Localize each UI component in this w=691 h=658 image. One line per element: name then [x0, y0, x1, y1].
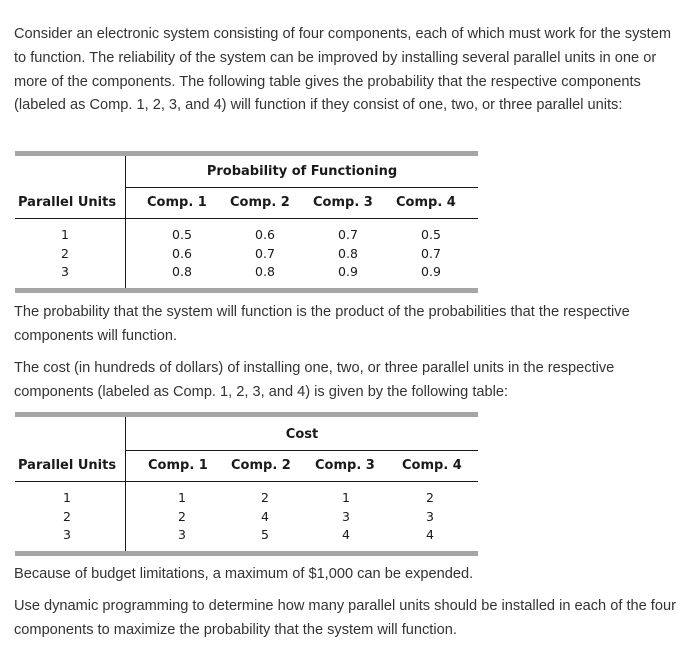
comp-4-column: [414, 226, 448, 282]
units-cell: 3: [63, 527, 71, 542]
table-cell: 4: [426, 527, 434, 542]
table-top-rule: [15, 412, 478, 417]
table-cell: 0.5: [421, 227, 441, 242]
table-cell: 0.7: [338, 227, 358, 242]
cost-intro: The cost (in hundreds of dollars) of installing one, two, or three parallel units in the respective components (labeled as Comp. 1, 2, 3, and 4) is given by the following table:: [14, 360, 615, 400]
table-cell: 0.6: [255, 227, 275, 242]
table-cell: 4: [342, 527, 350, 542]
table-caption-rule: [125, 450, 478, 451]
units-column: [57, 489, 77, 545]
units-cell: 2: [61, 245, 69, 261]
units-cell: 2: [63, 508, 71, 524]
comp-2-column: [248, 226, 282, 282]
table-cell: 1: [342, 490, 350, 505]
column-header-comp-2: Comp. 2: [230, 195, 290, 210]
table-cell: 2: [178, 508, 186, 524]
table-caption: Probability of Functioning: [206, 164, 398, 179]
comp-4-column: [420, 489, 440, 545]
row-header: Parallel Units: [18, 195, 117, 210]
table-cell: 0.5: [172, 227, 192, 242]
column-header-comp-1: Comp. 1: [148, 458, 208, 473]
table-header-rule: [15, 481, 478, 482]
table-cell: 2: [426, 490, 434, 505]
column-header-comp-4: Comp. 4: [396, 195, 456, 210]
table-cell: 3: [178, 527, 186, 542]
units-cell: 1: [63, 490, 71, 505]
budget-note: Because of budget limitations, a maximum of $1,000 can be expended.: [14, 566, 474, 582]
units-cell: 3: [61, 264, 69, 279]
problem-intro: Consider an electronic system consisting of four components, each of which must work for the system to function. The reliability of the system can be improved by installing several parallel units in one or more of the components. The following table gives the probability that the respective components (labeled as Comp. 1, 2, 3, and 4) will function if they consist of one, two, or three parallel units:: [14, 26, 672, 114]
units-column: [55, 226, 75, 282]
row-header: Parallel Units: [18, 458, 117, 473]
table-header-rule: [15, 218, 478, 219]
column-header-comp-3: Comp. 3: [315, 458, 375, 473]
comp-3-column: [336, 489, 356, 545]
cost-table: [15, 412, 478, 558]
column-header-comp-1: Comp. 1: [147, 195, 207, 210]
table-top-rule: [15, 151, 478, 156]
column-header-comp-4: Comp. 4: [402, 458, 462, 473]
comp-1-column: [172, 489, 192, 545]
task-statement: Use dynamic programming to determine how many parallel units should be installed in each of the four components to maximize the probability that the system will function.: [14, 598, 676, 638]
table-bottom-rule: [15, 288, 478, 293]
table-bottom-rule: [15, 551, 478, 556]
table-cell: 1: [178, 490, 186, 505]
table-cell: 0.9: [421, 264, 441, 279]
table-cell: 0.9: [338, 264, 358, 279]
table-cell: 3: [426, 508, 434, 524]
table-cell: 5: [261, 527, 269, 542]
product-note: The probability that the system will function is the product of the probabilities that the respective components will function.: [14, 304, 630, 344]
comp-1-column: [165, 226, 199, 282]
comp-3-column: [331, 226, 365, 282]
table-caption: Cost: [285, 427, 319, 442]
table-cell: 2: [261, 490, 269, 505]
column-header-comp-2: Comp. 2: [231, 458, 291, 473]
table-cell: 0.7: [255, 245, 275, 261]
column-header-comp-3: Comp. 3: [313, 195, 373, 210]
table-caption-rule: [125, 187, 478, 188]
table-cell: 0.8: [338, 245, 358, 261]
table-cell: 0.7: [421, 245, 441, 261]
table-cell: 3: [342, 508, 350, 524]
table-cell: 0.6: [172, 245, 192, 261]
table-cell: 4: [261, 508, 269, 524]
probability-table: [15, 151, 478, 295]
table-cell: 0.8: [255, 264, 275, 279]
comp-2-column: [255, 489, 275, 545]
table-cell: 0.8: [172, 264, 192, 279]
units-cell: 1: [61, 227, 69, 242]
